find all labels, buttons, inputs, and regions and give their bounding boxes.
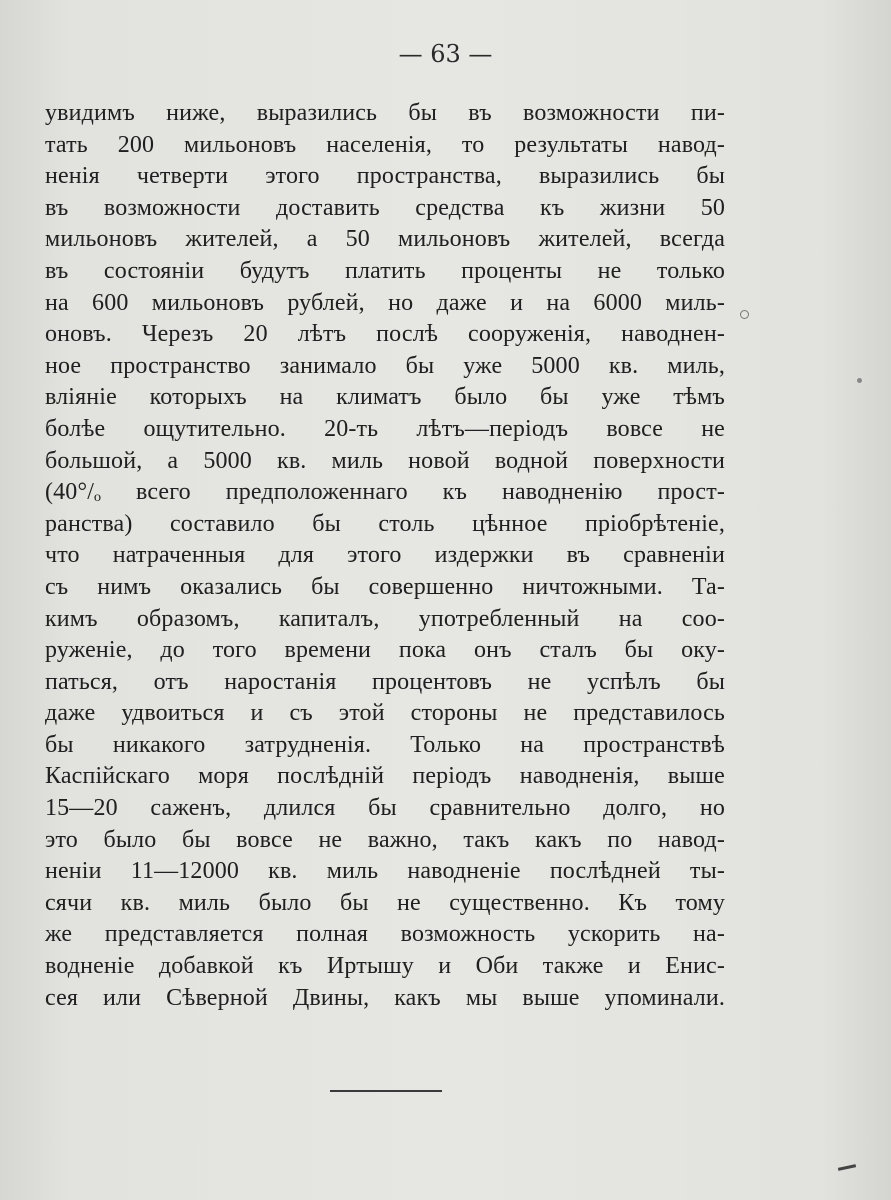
text-line: большой, а 5000 кв. миль новой водной поверхности: [45, 447, 725, 474]
page-number: — 63 —: [398, 40, 493, 68]
text-line: съ нимъ оказались бы совершенно ничтожными. Та-: [45, 573, 725, 600]
paper-mark: [838, 1164, 856, 1171]
text-line: ное пространство занимало бы уже 5000 кв. миль,: [45, 352, 725, 379]
text-line: вліяніе которыхъ на климатъ было бы уже тѣмъ: [45, 384, 725, 411]
text-line: въ состояніи будутъ платить проценты не только: [45, 257, 725, 284]
text-line: руженіе, до того времени пока онъ сталъ бы оку-: [45, 637, 725, 664]
text-line: Каспійскаго моря послѣдній періодъ наводненія, выше: [45, 763, 725, 790]
text-line: водненіе добавкой къ Иртышу и Оби также и Енис-: [45, 953, 725, 980]
text-line: сея или Сѣверной Двины, какъ мы выше упоминали.: [45, 984, 725, 1011]
text-line: тать 200 мильоновъ населенія, то результаты навод-: [45, 131, 725, 158]
paper-mark: [740, 310, 749, 319]
text-line: ненія четверти этого пространства, выразились бы: [45, 163, 725, 190]
text-line: 15—20 саженъ, длился бы сравнительно долго, но: [45, 795, 725, 822]
text-line: это было бы вовсе не важно, такъ какъ по навод-: [45, 826, 725, 853]
body-text: [45, 98, 725, 1014]
text-line: даже удвоиться и съ этой стороны не представилось: [45, 700, 725, 727]
text-line: неніи 11—12000 кв. миль наводненіе послѣдней ты-: [45, 858, 725, 885]
text-line: увидимъ ниже, выразились бы въ возможности пи-: [45, 100, 725, 126]
text-line: на 600 мильоновъ рублей, но даже и на 6000 миль-: [45, 289, 725, 316]
text-line: бы никакого затрудненія. Только на пространствѣ: [45, 731, 725, 758]
text-line: болѣе ощутительно. 20-ть лѣтъ—періодъ вовсе не: [45, 415, 725, 442]
text-line: же представляется полная возможность ускорить на-: [45, 921, 725, 948]
text-line: оновъ. Черезъ 20 лѣтъ послѣ сооруженія, наводнен-: [45, 321, 725, 348]
text-line: что натраченныя для этого издержки въ сравненіи: [45, 542, 725, 569]
text-line: паться, отъ наростанія процентовъ не успѣлъ бы: [45, 668, 725, 695]
end-rule: [330, 1090, 442, 1092]
paper-mark: [857, 378, 862, 383]
text-line: въ возможности доставить средства къ жизни 50: [45, 194, 725, 221]
text-line: мильоновъ жителей, а 50 мильоновъ жителей, всегда: [45, 226, 725, 253]
text-line: (40°/ₒ всего предположеннаго къ наводненію прост-: [45, 479, 725, 506]
text-line: ранства) составило бы столь цѣнное пріобрѣтеніе,: [45, 510, 725, 537]
text-line: сячи кв. миль было бы не существенно. Къ тому: [45, 889, 725, 916]
text-line: кимъ образомъ, капиталъ, употребленный на соо-: [45, 605, 725, 632]
